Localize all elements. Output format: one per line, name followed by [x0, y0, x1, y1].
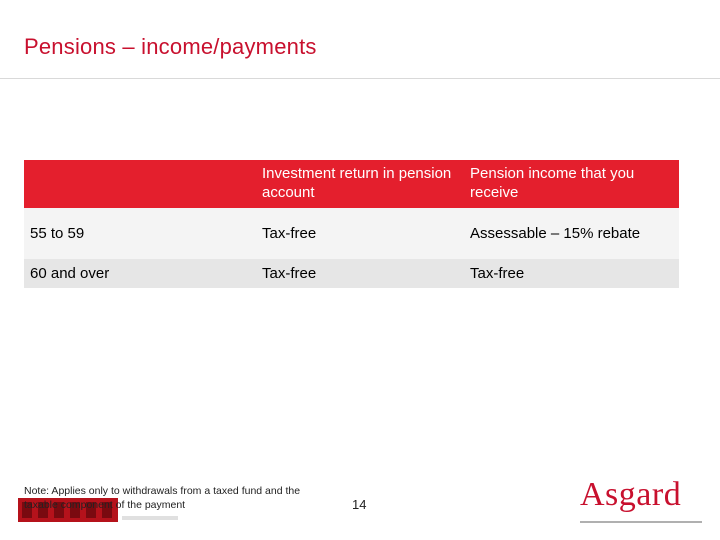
- table-cell-pension-income: Tax-free: [464, 259, 679, 288]
- table-header-row: [24, 160, 679, 208]
- table-header-cell: Investment return in pension account: [256, 160, 464, 208]
- table-header-cell: [24, 160, 256, 208]
- title-divider: [0, 78, 720, 79]
- table-cell-investment-return: Tax-free: [256, 208, 464, 259]
- pension-tax-table: [24, 160, 679, 288]
- table-row: [24, 208, 679, 259]
- table-header-cell: Pension income that you receive: [464, 160, 679, 208]
- table-cell-investment-return: Tax-free: [256, 259, 464, 288]
- page-number: 14: [352, 497, 367, 512]
- table-cell-pension-income: Assessable – 15% rebate: [464, 208, 679, 259]
- table-cell-age: 55 to 59: [24, 208, 256, 259]
- asgard-logo: [580, 478, 702, 528]
- slide-title: Pensions – income/payments: [24, 34, 317, 59]
- asgard-tagline-graphic: [580, 518, 702, 526]
- asgard-logo-wordmark: Asgard: [580, 476, 682, 513]
- table-row: [24, 259, 679, 288]
- footnote: Note: Applies only to withdrawals from a taxed fund and the taxable component of the payment: [24, 485, 301, 511]
- table-cell-age: 60 and over: [24, 259, 256, 288]
